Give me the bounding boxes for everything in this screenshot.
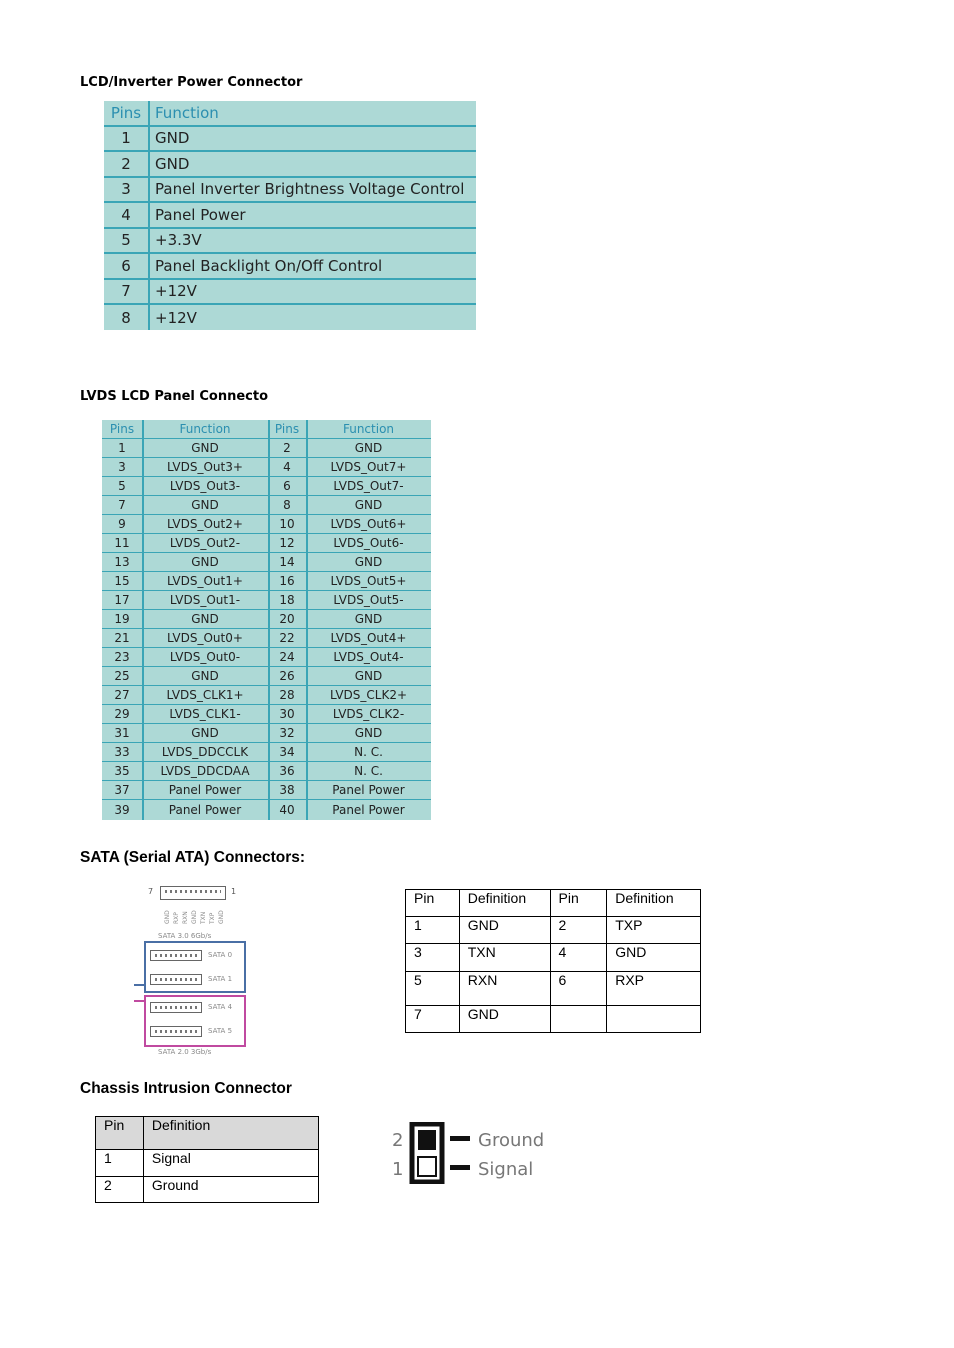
- function-cell: Panel Power: [332, 783, 405, 797]
- table-row: [406, 1006, 701, 1033]
- table-row: [104, 305, 476, 331]
- function-cell: Panel Power: [168, 802, 242, 817]
- pin-cell: 8: [121, 308, 131, 327]
- table-row: [104, 229, 476, 255]
- table-header-row: [96, 1117, 319, 1150]
- pin-cell: 26: [279, 669, 295, 683]
- function-cell: LVDS_DDCCLK: [161, 745, 249, 759]
- function-cell: LVDS_Out4+: [330, 631, 407, 645]
- pin-cell: 2: [550, 917, 607, 944]
- sata-pin-label: GND: [191, 910, 198, 924]
- pin2-square: [418, 1130, 436, 1150]
- table-row: [102, 705, 431, 724]
- pin-cell: 2: [96, 1177, 144, 1203]
- function-cell: GND: [354, 498, 383, 512]
- pin-cell: 3: [406, 944, 460, 972]
- table-row: [102, 800, 431, 819]
- pin-cell: 4: [550, 944, 607, 972]
- pin-cell: 17: [114, 593, 130, 607]
- table-row: [406, 944, 701, 972]
- pin-cell: 37: [114, 783, 130, 797]
- pin-cell: 1: [121, 129, 131, 148]
- header-definition: Definition: [143, 1117, 318, 1150]
- function-cell: +12V: [155, 308, 197, 327]
- pin-cell: 1: [406, 917, 460, 944]
- pin-cell: 19: [114, 612, 130, 626]
- sata1-label: SATA 1: [208, 975, 233, 983]
- pin-cell: 21: [114, 631, 130, 645]
- pin-cell: 4: [283, 460, 291, 474]
- pin-cell: 2: [283, 441, 291, 455]
- pin-cell: 18: [279, 593, 295, 607]
- pin-cell: 5: [118, 479, 126, 493]
- table-row: [104, 178, 476, 204]
- table-row: [102, 724, 431, 743]
- table-row: [102, 591, 431, 610]
- table-row: [102, 496, 431, 515]
- table-row: [104, 203, 476, 229]
- function-cell: GND: [354, 669, 383, 683]
- pin-cell: 27: [114, 688, 130, 702]
- header-pins: Pins: [274, 422, 300, 436]
- function-cell: LVDS_Out5+: [330, 574, 407, 588]
- sata-pin-label: GND: [218, 910, 225, 924]
- table-row: [406, 917, 701, 944]
- function-cell: Panel Power: [155, 205, 246, 224]
- pin-cell: [550, 1006, 607, 1033]
- definition-cell: Signal: [143, 1150, 318, 1177]
- definition-cell: TXP: [607, 917, 701, 944]
- sata0-port: [150, 950, 202, 961]
- sata3-group-frame: [144, 941, 246, 993]
- sata4-label: SATA 4: [208, 1003, 233, 1011]
- pin-number-bottom: 1: [392, 1159, 404, 1180]
- pin-cell: 7: [118, 498, 126, 512]
- lvds-rows: [102, 420, 431, 819]
- function-cell: +3.3V: [155, 231, 202, 250]
- function-cell: LVDS_DDCDAA: [160, 764, 250, 778]
- table-row: [102, 610, 431, 629]
- sata-heading: SATA (Serial ATA) Connectors:: [80, 849, 306, 866]
- chassis-header-graphic: [388, 1122, 558, 1184]
- table-row: [102, 477, 431, 496]
- function-cell: LVDS_Out3-: [169, 479, 241, 493]
- function-cell: LVDS_Out2+: [167, 517, 243, 531]
- pin-cell: 1: [96, 1150, 144, 1177]
- sata0-label: SATA 0: [208, 951, 233, 959]
- pin-cell: 31: [114, 726, 130, 740]
- pin-cell: 28: [279, 688, 295, 702]
- sata3-label: SATA 3.0 6Gb/s: [158, 932, 212, 940]
- sata-pin-label: TXN: [200, 911, 207, 924]
- signal-label: Signal: [478, 1159, 534, 1180]
- function-cell: GND: [191, 555, 219, 569]
- pin-cell: 2: [121, 154, 131, 173]
- pin-number-top: 2: [392, 1130, 404, 1151]
- definition-cell: TXN: [459, 944, 550, 972]
- table-row: [96, 1150, 319, 1177]
- table-header-row: [406, 890, 701, 917]
- sata2-label: SATA 2.0 3Gb/s: [158, 1048, 212, 1056]
- table-row: [102, 458, 431, 477]
- header-pin: Pin: [406, 890, 460, 917]
- header-pins: Pins: [109, 422, 135, 436]
- table-row: [96, 1177, 319, 1203]
- function-cell: LVDS_CLK1-: [169, 707, 241, 721]
- pin-cell: 36: [279, 764, 295, 778]
- pin-cell: 24: [279, 650, 295, 664]
- pin-cell: 7: [406, 1006, 460, 1033]
- definition-cell: RXP: [607, 972, 701, 1006]
- pin1-square: [418, 1157, 436, 1176]
- pin-cell: 30: [279, 707, 295, 721]
- definition-cell: RXN: [459, 972, 550, 1006]
- table-row: [102, 667, 431, 686]
- function-cell: GND: [191, 441, 219, 455]
- definition-cell: [607, 1006, 701, 1033]
- pin-cell: 6: [283, 479, 291, 493]
- pin-cell: 22: [279, 631, 295, 645]
- pin-cell: 23: [114, 650, 130, 664]
- chassis-connector-diagram: [388, 1122, 558, 1184]
- pin-cell: 6: [550, 972, 607, 1006]
- function-cell: LVDS_Out0-: [169, 650, 241, 664]
- function-cell: Panel Power: [168, 783, 242, 797]
- function-cell: LVDS_Out7+: [330, 460, 407, 474]
- function-cell: GND: [191, 612, 219, 626]
- pin-cell: 16: [279, 574, 295, 588]
- function-cell: GND: [155, 154, 190, 173]
- function-cell: GND: [191, 669, 219, 683]
- header-pin: Pin: [550, 890, 607, 917]
- pin-cell: 20: [279, 612, 295, 626]
- table-row: [102, 439, 431, 458]
- pin-cell: 33: [114, 745, 130, 759]
- pin-cell: 15: [114, 574, 130, 588]
- lvds-heading: LVDS LCD Panel Connecto: [80, 389, 269, 404]
- pin-cell: 29: [114, 707, 130, 721]
- pin-cell: 40: [279, 802, 295, 817]
- sata4-port: [150, 1002, 202, 1013]
- sata-connector-diagram: [130, 880, 260, 1060]
- function-cell: LVDS_Out6+: [330, 517, 407, 531]
- function-cell: LVDS_CLK1+: [166, 688, 244, 702]
- header-function: Function: [155, 103, 219, 122]
- pin-cell: 5: [121, 231, 131, 250]
- lcd-heading: LCD/Inverter Power Connector: [80, 75, 303, 90]
- function-cell: N. C.: [354, 745, 383, 759]
- function-cell: LVDS_Out7-: [333, 479, 404, 493]
- table-row: [104, 254, 476, 280]
- chassis-pin-table: [95, 1116, 319, 1203]
- function-cell: LVDS_Out0+: [167, 631, 243, 645]
- function-cell: Panel Backlight On/Off Control: [155, 256, 383, 275]
- table-row: [102, 553, 431, 572]
- function-cell: +12V: [155, 282, 197, 301]
- header-definition: Definition: [607, 890, 701, 917]
- function-cell: LVDS_Out6-: [333, 536, 404, 550]
- sata-pin-label: GND: [164, 910, 171, 924]
- function-cell: LVDS_Out5-: [333, 593, 404, 607]
- function-cell: LVDS_Out1-: [169, 593, 241, 607]
- pin-cell: 7: [121, 282, 131, 301]
- table-row: [102, 762, 431, 781]
- header-definition: Definition: [459, 890, 550, 917]
- table-row: [406, 972, 701, 1006]
- pin-cell: 35: [114, 764, 130, 778]
- table-row: [102, 534, 431, 553]
- pin-cell: 14: [279, 555, 295, 569]
- pin-cell: 1: [118, 441, 126, 455]
- function-cell: Panel Inverter Brightness Voltage Control: [155, 180, 465, 199]
- function-cell: Panel Power: [332, 802, 405, 817]
- lcd-pin-table: [104, 101, 476, 330]
- sata-pin-labels: [164, 904, 226, 928]
- table-row: [102, 629, 431, 648]
- function-cell: N. C.: [354, 764, 383, 778]
- definition-cell: GND: [459, 1006, 550, 1033]
- table-row: [104, 280, 476, 306]
- function-cell: GND: [354, 555, 383, 569]
- pin-cell: 39: [114, 802, 130, 817]
- function-cell: GND: [354, 441, 383, 455]
- pin-cell: 32: [279, 726, 295, 740]
- definition-cell: Ground: [143, 1177, 318, 1203]
- table-row: [102, 572, 431, 591]
- sata-pinout-connector: [160, 886, 226, 900]
- chassis-heading: Chassis Intrusion Connector: [80, 1080, 292, 1097]
- header-pin: Pin: [96, 1117, 144, 1150]
- function-cell: LVDS_Out3+: [167, 460, 243, 474]
- pin-cell: 5: [406, 972, 460, 1006]
- table-row: [104, 127, 476, 153]
- table-row: [102, 743, 431, 762]
- header-pins: Pins: [110, 103, 142, 122]
- definition-cell: GND: [459, 917, 550, 944]
- pin-cell: 25: [114, 669, 130, 683]
- sata-pin-label: RXP: [173, 912, 180, 924]
- function-cell: LVDS_Out2-: [169, 536, 241, 550]
- pin-cell: 12: [279, 536, 295, 550]
- pin-cell: 8: [283, 498, 291, 512]
- lvds-pin-table: [102, 420, 431, 820]
- pin-cell: 6: [121, 256, 131, 275]
- table-row: [102, 686, 431, 705]
- sata-pin-label: RXN: [182, 911, 189, 924]
- sata1-port: [150, 974, 202, 985]
- pin-cell: 38: [279, 783, 295, 797]
- sata5-label: SATA 5: [208, 1027, 233, 1035]
- pin-cell: 10: [279, 517, 295, 531]
- pin-cell: 3: [121, 180, 131, 199]
- table-row: [102, 648, 431, 667]
- pin-cell: 11: [114, 536, 130, 550]
- header-function: Function: [342, 422, 395, 436]
- pin-cell: 13: [114, 555, 130, 569]
- connector-lead: [134, 984, 146, 986]
- pin-cell: 3: [118, 460, 126, 474]
- table-row: [102, 781, 431, 800]
- pin-number-first: 7: [148, 887, 154, 896]
- table-row: [102, 515, 431, 534]
- function-cell: LVDS_CLK2-: [332, 707, 405, 721]
- sata5-port: [150, 1026, 202, 1037]
- function-cell: GND: [191, 498, 219, 512]
- function-cell: LVDS_CLK2+: [329, 688, 408, 702]
- pin-number-last: 1: [231, 887, 237, 896]
- leader-line: [450, 1165, 470, 1170]
- leader-line: [450, 1136, 470, 1141]
- pin-cell: 9: [118, 517, 126, 531]
- ground-label: Ground: [478, 1130, 545, 1151]
- function-cell: LVDS_Out4-: [333, 650, 404, 664]
- function-cell: GND: [191, 726, 219, 740]
- function-cell: GND: [155, 129, 190, 148]
- definition-cell: GND: [607, 944, 701, 972]
- sata-pin-label: TXP: [209, 912, 216, 924]
- header-function: Function: [179, 422, 231, 436]
- function-cell: GND: [354, 726, 383, 740]
- pin-cell: 4: [121, 205, 131, 224]
- table-row: [104, 152, 476, 178]
- connector-lead: [134, 1000, 146, 1002]
- sata-pin-table: [405, 889, 701, 1033]
- function-cell: GND: [354, 612, 383, 626]
- table-header-row: [102, 420, 431, 439]
- table-header-row: [104, 101, 476, 127]
- function-cell: LVDS_Out1+: [167, 574, 243, 588]
- pin-cell: 34: [279, 745, 295, 759]
